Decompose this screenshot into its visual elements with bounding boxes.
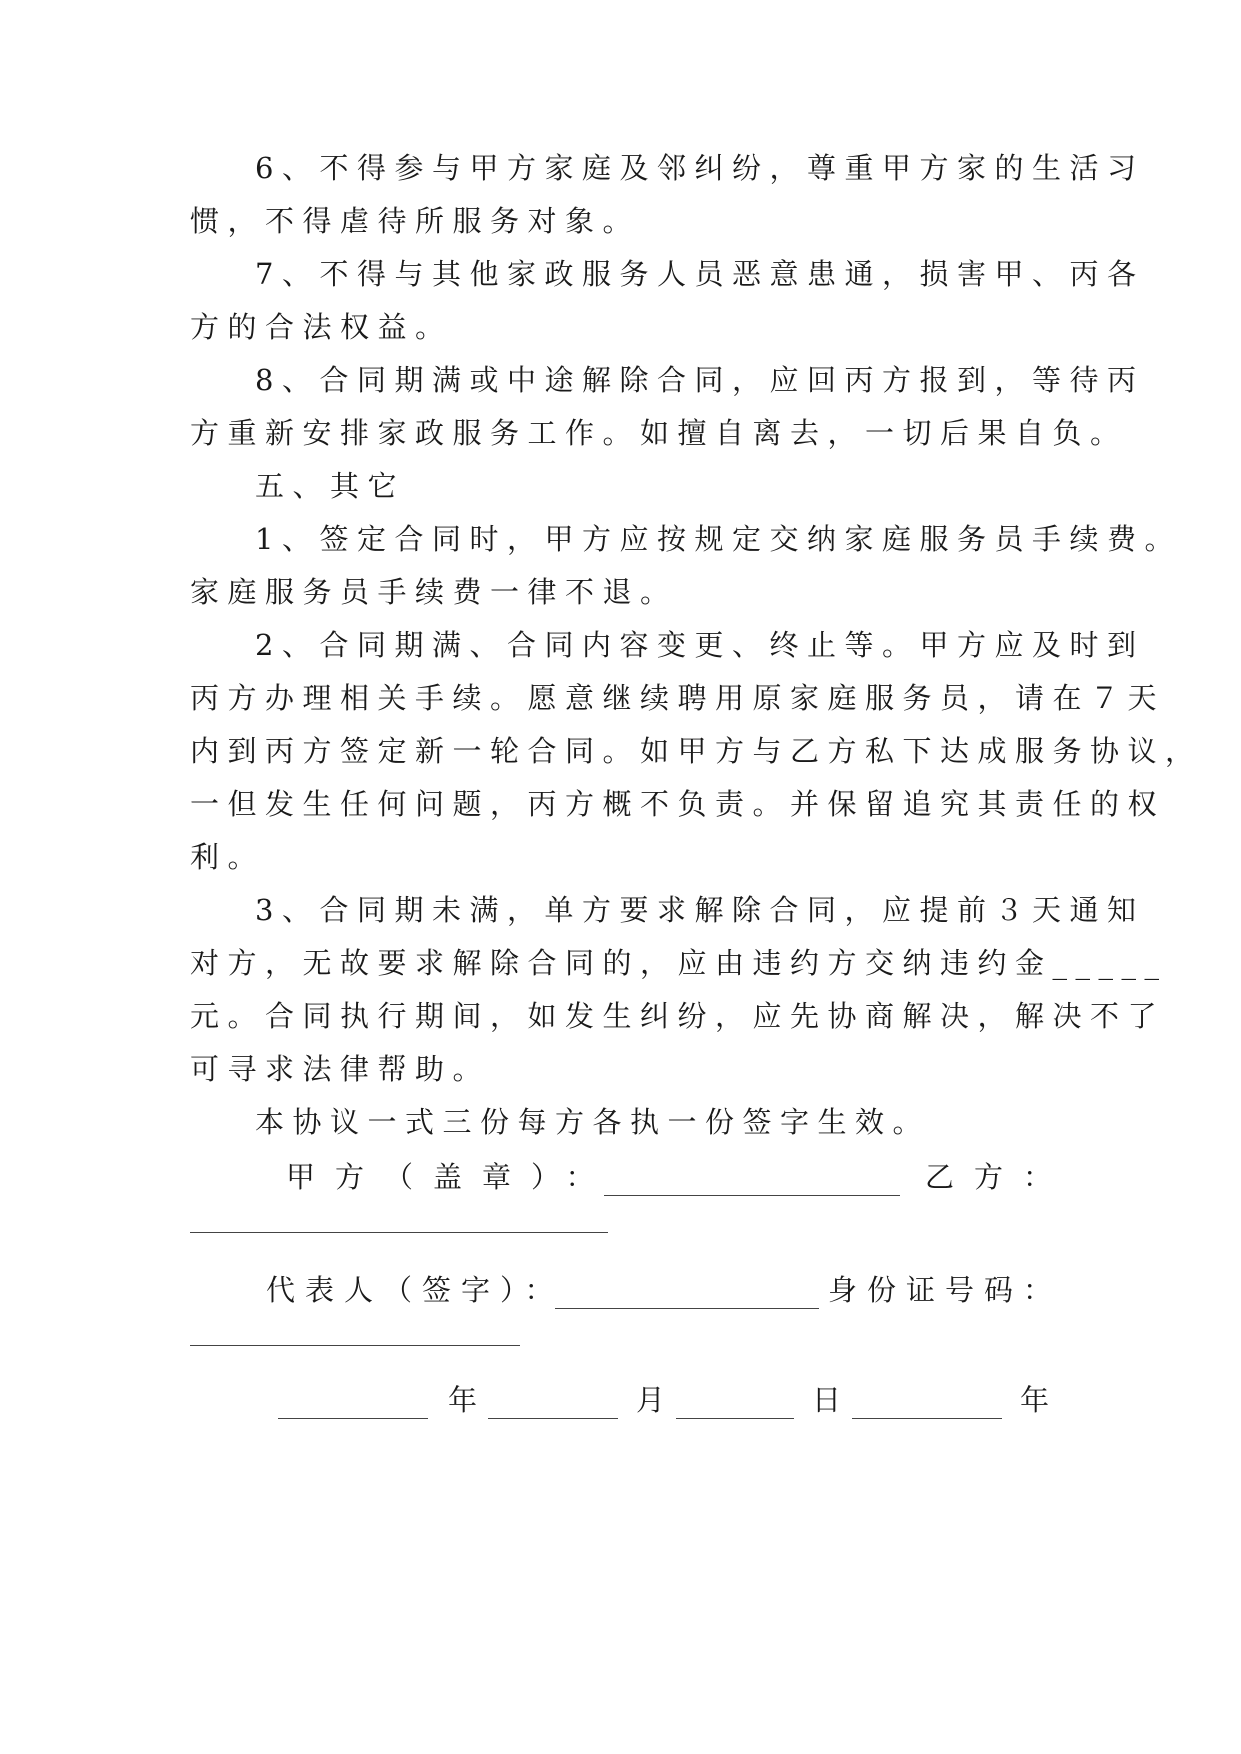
paragraph-line: 家庭服务员手续费一律不退。 [190, 575, 678, 609]
day-blank [676, 1418, 794, 1419]
paragraph-line: 对方，无故要求解除合同的，应由违约方交纳违约金_____ [190, 946, 1168, 980]
year-blank [278, 1418, 428, 1419]
paragraph-line: 6、不得参与甲方家庭及邻纠纷，尊重甲方家的生活习 [255, 151, 1145, 185]
paragraph-line: 惯，不得虐待所服务对象。 [190, 204, 641, 238]
month-label: 月 [636, 1383, 666, 1417]
paragraph-line: 1、签定合同时，甲方应按规定交纳家庭服务员手续费。 [255, 522, 1182, 556]
section-heading: 五、其它 [255, 469, 406, 503]
paragraph-line: 方重新安排家政服务工作。如擅自离去，一切后果自负。 [190, 416, 1128, 450]
paragraph-line: 内到丙方签定新一轮合同。如甲方与乙方私下达成服务协议， [190, 734, 1203, 768]
paragraph-line: 利。 [190, 840, 266, 874]
paragraph-line: 8、合同期满或中途解除合同，应回丙方报到，等待丙 [255, 363, 1145, 397]
party-b-blank [190, 1232, 608, 1233]
year2-label: 年 [1020, 1383, 1050, 1417]
paragraph-line: 7、不得与其他家政服务人员恶意患通，损害甲、丙各 [255, 257, 1145, 291]
party-a-blank [604, 1195, 900, 1196]
representative-label: 代表人（签字）： [266, 1273, 564, 1307]
id-number-label: 身份证号码： [828, 1273, 1063, 1307]
signature-row-date [190, 1378, 1050, 1422]
party-a-label: 甲方（盖章）： [286, 1160, 615, 1194]
paragraph-line: 方的合法权益。 [190, 310, 453, 344]
year-label: 年 [448, 1383, 478, 1417]
closing-statement: 本协议一式三份每方各执一份签字生效。 [255, 1105, 931, 1139]
paragraph-line: 3、合同期未满，单方要求解除合同，应提前３天通知 [255, 893, 1145, 927]
month-blank [488, 1418, 618, 1419]
year2-blank [852, 1418, 1002, 1419]
signature-row-representative [190, 1268, 1063, 1312]
day-label: 日 [812, 1383, 842, 1417]
paragraph-line: 2、合同期满、合同内容变更、终止等。甲方应及时到 [255, 628, 1145, 662]
party-b-label: 乙方： [925, 1160, 1073, 1194]
paragraph-line: 丙方办理相关手续。愿意继续聘用原家庭服务员，请在７天 [190, 681, 1166, 715]
paragraph-line: 一但发生任何问题，丙方概不负责。并保留追究其责任的权 [190, 787, 1166, 821]
id-number-blank [190, 1345, 520, 1346]
representative-blank [555, 1308, 819, 1309]
paragraph-line: 元。合同执行期间，如发生纠纷，应先协商解决，解决不了 [190, 999, 1166, 1033]
signature-row-parties [190, 1155, 1073, 1199]
paragraph-line: 可寻求法律帮助。 [190, 1052, 491, 1086]
